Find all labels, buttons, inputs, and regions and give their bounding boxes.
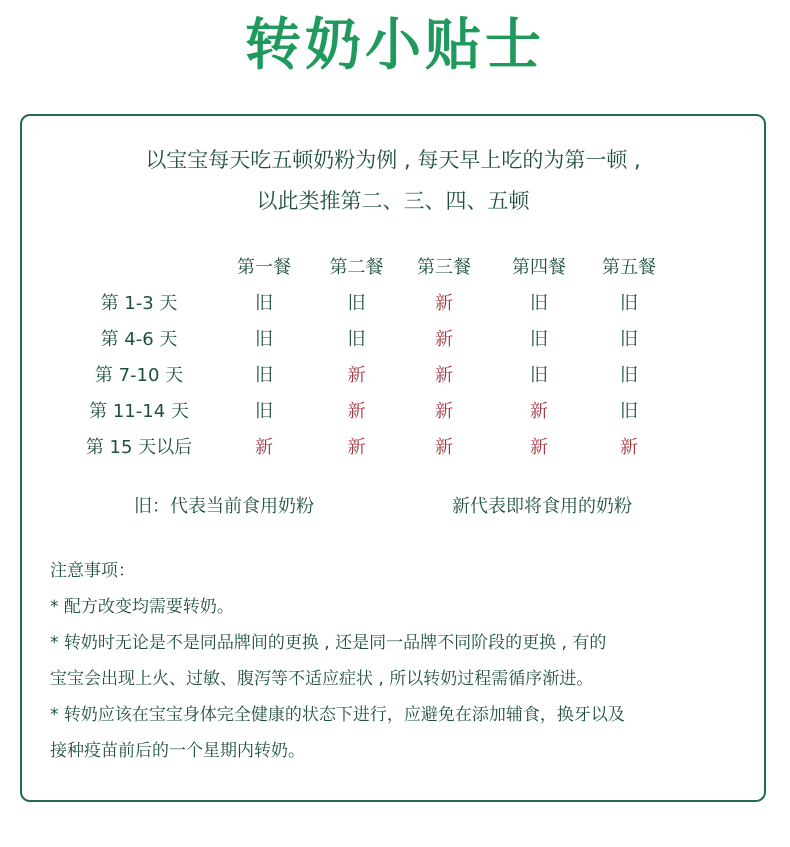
cell-old: 旧 <box>530 329 548 350</box>
cell-old: 旧 <box>347 293 366 314</box>
cell-old: 旧 <box>255 365 273 386</box>
cell-new: 新 <box>435 329 453 350</box>
cell-old: 旧 <box>620 401 638 422</box>
cell-old: 旧 <box>255 293 273 314</box>
note-item-3-line-2: 接种疫苗前后的一个星期内转奶。 <box>50 741 305 761</box>
table-header-row <box>64 248 669 284</box>
cell-old: 旧 <box>530 293 548 314</box>
table-row <box>64 428 669 464</box>
cell-old: 旧 <box>347 329 366 350</box>
intro-line-1: 以宝宝每天吃五顿奶粉为例 , 每天早上吃的为第一顿 , <box>145 148 641 172</box>
cell-old: 旧 <box>255 329 273 350</box>
cell-old: 旧 <box>620 293 638 314</box>
cell-old: 旧 <box>620 365 638 386</box>
cell-new: 新 <box>255 437 273 458</box>
header-meal-1: 第一餐 <box>237 257 291 278</box>
row-label: 第 11-14 天 <box>89 401 189 422</box>
note-item-3-line-1: * 转奶应该在宝宝身体完全健康的状态下进行，应避免在添加辅食，换牙以及 <box>50 705 625 725</box>
intro-line-2: 以此类推第二、三、四、五顿 <box>256 189 530 213</box>
notes-heading: 注意事项： <box>50 561 135 581</box>
header-corner <box>64 248 214 284</box>
cell-new: 新 <box>530 437 548 458</box>
cell-new: 新 <box>435 293 453 314</box>
header-meal-3: 第三餐 <box>417 257 471 278</box>
table-row <box>64 356 669 392</box>
cell-new: 新 <box>347 437 366 458</box>
legend-old: 旧：代表当前食用奶粉 <box>134 496 314 517</box>
row-label: 第 1-3 天 <box>100 293 178 314</box>
header-meal-4: 第四餐 <box>512 257 566 278</box>
tips-card <box>20 114 766 802</box>
cell-old: 旧 <box>620 329 638 350</box>
cell-old: 旧 <box>530 365 548 386</box>
cell-new: 新 <box>347 401 366 422</box>
cell-old: 旧 <box>255 401 273 422</box>
row-label: 第 15 天以后 <box>85 437 193 458</box>
cell-new: 新 <box>530 401 548 422</box>
row-label: 第 4-6 天 <box>100 329 178 350</box>
cell-new: 新 <box>620 437 638 458</box>
note-item-1: * 配方改变均需要转奶。 <box>50 597 234 617</box>
cell-new: 新 <box>435 365 453 386</box>
note-item-2-line-1: * 转奶时无论是不是同品牌间的更换 , 还是同一品牌不同阶段的更换 , 有的 <box>50 633 607 653</box>
table-row <box>64 284 669 320</box>
cell-new: 新 <box>435 437 453 458</box>
header-meal-5: 第五餐 <box>602 257 656 278</box>
row-label: 第 7-10 天 <box>94 365 184 386</box>
legend-new: 新代表即将食用的奶粉 <box>452 496 632 517</box>
header-meal-2: 第二餐 <box>329 257 384 278</box>
transition-schedule-table <box>64 248 669 464</box>
notes-section <box>50 553 750 769</box>
cell-new: 新 <box>435 401 453 422</box>
page-title: 转奶小贴士 <box>245 13 545 78</box>
table-row <box>64 320 669 356</box>
note-item-2-line-2: 宝宝会出现上火、过敏、腹泻等不适应症状 , 所以转奶过程需循序渐进。 <box>50 669 594 689</box>
table-row <box>64 392 669 428</box>
cell-new: 新 <box>347 365 366 386</box>
